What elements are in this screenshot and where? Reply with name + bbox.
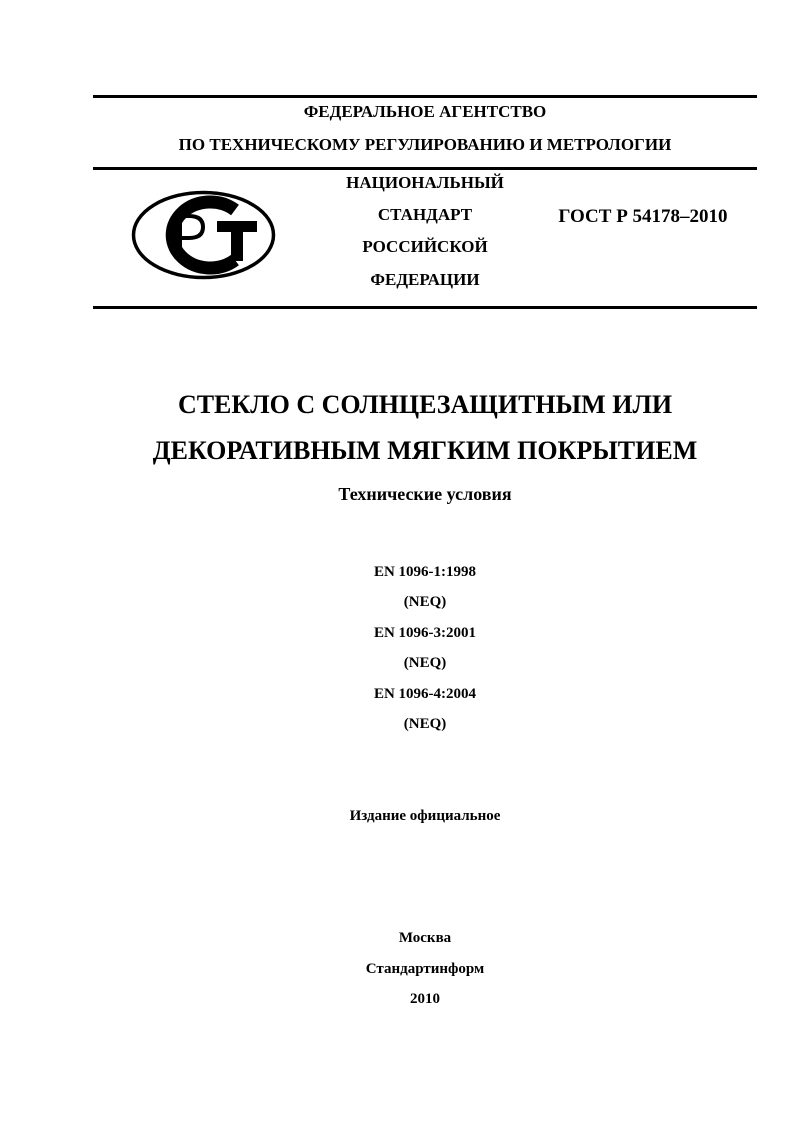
national-standard-line3: РОССИЙСКОЙ: [362, 237, 488, 256]
document-title-line2: ДЕКОРАТИВНЫМ МЯГКИМ ПОКРЫТИЕМ: [152, 436, 698, 465]
header-top-rule: [93, 95, 757, 98]
standard-number: ГОСТ Р 54178–2010: [558, 206, 728, 227]
reference-equivalence-1: (NEQ): [403, 594, 447, 610]
edition-note: Издание официальное: [349, 808, 501, 824]
national-standard-line1: НАЦИОНАЛЬНЫЙ: [346, 173, 504, 192]
national-standard-line4: ФЕДЕРАЦИИ: [370, 270, 480, 289]
header-middle-rule: [93, 167, 757, 170]
imprint-year: 2010: [410, 991, 440, 1007]
document-title-line1: СТЕКЛО С СОЛНЦЕЗАЩИТНЫМ ИЛИ: [177, 390, 673, 419]
header-bottom-rule: [93, 306, 757, 309]
reference-equivalence-3: (NEQ): [403, 716, 447, 732]
national-standard-line2: СТАНДАРТ: [377, 205, 473, 224]
reference-standard-2: EN 1096-3:2001: [373, 625, 477, 641]
reference-equivalence-2: (NEQ): [403, 655, 447, 671]
gost-r-mark-icon: [131, 190, 276, 280]
agency-name-line1: ФЕДЕРАЛЬНОЕ АГЕНТСТВО: [303, 102, 547, 121]
imprint-publisher: Стандартинформ: [365, 961, 485, 977]
reference-standard-3: EN 1096-4:2004: [373, 686, 477, 702]
document-subtitle: Технические условия: [338, 484, 512, 504]
imprint-city: Москва: [398, 930, 452, 946]
agency-name-line2: ПО ТЕХНИЧЕСКОМУ РЕГУЛИРОВАНИЮ И МЕТРОЛОГИИ: [178, 135, 672, 154]
reference-standard-1: EN 1096-1:1998: [373, 564, 477, 580]
